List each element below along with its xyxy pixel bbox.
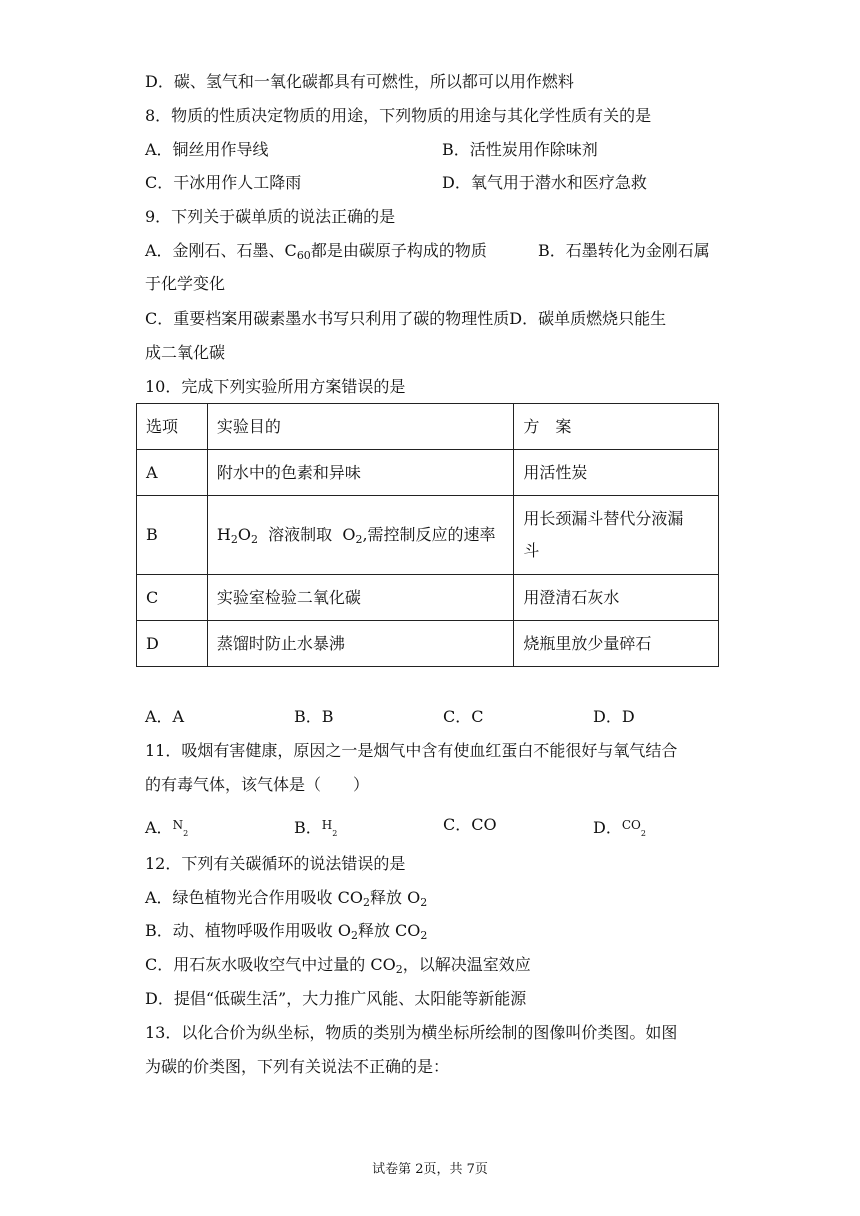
- q12-stem: 12．下列有关碳循环的说法错误的是: [145, 854, 406, 873]
- row-option: C: [137, 575, 208, 621]
- row-option: D: [137, 621, 208, 667]
- q8-option-d: D．氧气用于潜水和医疗急救: [442, 173, 647, 192]
- row-purpose: 附水中的色素和异味: [207, 450, 514, 496]
- q7-option-d: D．碳、氢气和一氧化碳都具有可燃性，所以都可以用作燃料: [145, 72, 574, 91]
- q9-line1: [145, 240, 487, 262]
- q12-option-b: B．动、植物呼吸作用吸收 $O_2$释放 $CO_2$: [145, 921, 428, 942]
- row-plan: 用活性炭: [514, 450, 719, 496]
- q9-option-a-sub: 60: [296, 249, 311, 262]
- q12-option-c: C．用石灰水吸收空气中过量的 $CO_2$，以解决温室效应: [145, 955, 531, 976]
- table-row: [137, 621, 719, 667]
- header-plan: 方 案: [514, 404, 719, 450]
- q11-option-b: B．$^H_2$: [294, 818, 338, 838]
- q10-answer-d: D．D: [593, 707, 635, 726]
- header-purpose: 实验目的: [207, 404, 514, 450]
- row-plan: 烧瓶里放少量碎石: [514, 621, 719, 667]
- q8-option-b: B．活性炭用作除味剂: [442, 140, 598, 159]
- row-option: A: [137, 450, 208, 496]
- q10-stem: 10．完成下列实验所用方案错误的是: [145, 377, 406, 396]
- q10-table: [136, 403, 719, 667]
- row-purpose: 实验室检验二氧化碳: [207, 575, 514, 621]
- header-option: 选项: [137, 404, 208, 450]
- row-purpose: 蒸馏时防止水暴沸: [207, 621, 514, 667]
- row-plan: 用长颈漏斗替代分液漏 斗: [514, 496, 719, 575]
- q9-stem: 9．下列关于碳单质的说法正确的是: [145, 207, 396, 226]
- q9-line3: C．重要档案用碳素墨水书写只利用了碳的物理性质D．碳单质燃烧只能生: [145, 309, 667, 328]
- q11-option-c: C．CO: [443, 815, 497, 834]
- q11-option-d: D．$^{CO}_2$: [593, 818, 646, 838]
- q9-option-a-post: 都是由碳原子构成的物质: [310, 241, 487, 260]
- q11-line1: 11．吸烟有害健康，原因之一是烟气中含有使血红蛋白不能很好与氧气结合: [145, 741, 678, 760]
- table-row: [137, 496, 719, 575]
- q13-line2: 为碳的价类图，下列有关说法不正确的是：: [145, 1057, 450, 1076]
- q9-line4: 成二氧化碳: [145, 343, 226, 362]
- page-footer: 试卷第 2页，共 7页: [372, 1162, 488, 1177]
- q9-line2: 于化学变化: [145, 274, 226, 293]
- q8-stem: 8．物质的性质决定物质的用途，下列物质的用途与其化学性质有关的是: [145, 106, 652, 125]
- q12-option-a: A．绿色植物光合作用吸收 $CO_2$释放 $O_2$: [145, 888, 428, 909]
- table-row: [137, 575, 719, 621]
- row-purpose: $H_2O_2$ 溶液制取 $O_2$,需控制反应的速率: [207, 496, 514, 575]
- table-header-row: [137, 404, 719, 450]
- q11-line2: 的有毒气体，该气体是（ ）: [145, 775, 370, 794]
- q10-answer-c: C．C: [443, 707, 484, 726]
- q9-option-a-pre: A．金刚石、石墨、C: [145, 241, 297, 260]
- q12-option-d: D．提倡“低碳生活”，大力推广风能、太阳能等新能源: [145, 989, 527, 1008]
- table-row: [137, 450, 719, 496]
- q8-option-a: A．铜丝用作导线: [145, 140, 269, 159]
- row-option: B: [137, 496, 208, 575]
- q13-line1: 13．以化合价为纵坐标，物质的类别为横坐标所绘制的图像叫价类图。如图: [145, 1023, 678, 1042]
- q11-option-a: A．$^N_2$: [145, 818, 189, 838]
- q8-option-c: C．干冰用作人工降雨: [145, 173, 302, 192]
- row-plan: 用澄清石灰水: [514, 575, 719, 621]
- q10-answer-b: B．B: [294, 707, 334, 726]
- q9-option-b: B．石墨转化为金刚石属: [538, 241, 710, 260]
- q10-answer-a: A．A: [145, 707, 185, 726]
